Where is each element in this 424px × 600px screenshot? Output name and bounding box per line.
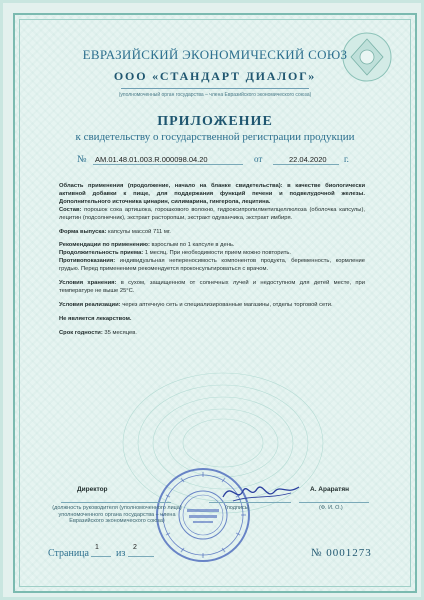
sale-text: через аптечную сеть и специализированные магазины, отделы торговой сети. (120, 301, 333, 308)
duration-label: Продолжительность приема: (59, 250, 144, 257)
name-caption: (Ф. И. О.) (319, 505, 343, 511)
date-underline (273, 164, 339, 165)
storage-text: в сухом, защищенном от солнечных лучей и недоступном для детей месте, при температуре не выше 25°С. (59, 280, 365, 294)
page-label: Страница (48, 548, 89, 559)
organization-underline (121, 88, 309, 89)
date-from-label: от (254, 154, 263, 164)
union-name: ЕВРАЗИЙСКИЙ ЭКОНОМИЧЕСКИЙ СОЮЗ (82, 47, 348, 62)
page-of-label: из (116, 548, 126, 559)
blank-serial-number: № 0001273 (311, 547, 372, 559)
contra-paragraph (59, 258, 365, 274)
signatory-role: Директор (77, 486, 108, 493)
storage-label: Условия хранения: (59, 280, 117, 287)
director-signature-icon (221, 477, 301, 505)
form-label: Форма выпуска: (59, 228, 107, 235)
name-underline (299, 502, 369, 503)
not-medicine-text: Не является лекарством. (59, 315, 132, 322)
signatory-name: А. Араратян (310, 486, 350, 493)
certificate-number: AM.01.48.01.003.R.000098.04.20 (95, 155, 208, 164)
scope-label: Область применения (продолжение, начало на бланке свидетельства): (59, 183, 283, 189)
composition-paragraph (59, 207, 365, 223)
recommend-paragraph (59, 242, 365, 250)
storage-paragraph (59, 280, 365, 296)
signature-underline (209, 502, 291, 503)
shelf-life-paragraph (59, 330, 365, 338)
signature-caption: (подпись) (225, 505, 250, 511)
appendix-body (59, 183, 365, 338)
number-underline (93, 164, 243, 165)
page-total-underline (128, 556, 154, 557)
organization-note: (уполномоченный орган государства – члена Евразийского экономического союза) (118, 92, 312, 98)
form-text: капсулы массой 711 мг. (106, 228, 171, 235)
scope-paragraph (59, 183, 365, 207)
composition-label: Состав: (59, 206, 82, 213)
contra-text: индивидуальная непереносимость компонентов продукта, беременность, кормление грудью. Перед применением рекомендуется проконсультироваться с врачом. (59, 258, 365, 273)
form-paragraph (59, 229, 365, 237)
certificate-date: 22.04.2020 (289, 155, 327, 164)
role-caption: (должность руководителя (уполномоченного лица) уполномоченного органа государства – члена Евразийского экономического союза) (52, 505, 182, 525)
contra-label: Противопоказания: (59, 258, 116, 265)
shelf-label: Срок годности: (59, 329, 103, 336)
year-suffix: г. (344, 154, 349, 164)
number-sign: № (77, 154, 87, 165)
scope-text: в качестве биологически активной добавки к пище, для поддержания функций печени и подвелудочной железы. Дополнительного источника цинарин, силимарина, гингерола, лецитина. (59, 183, 366, 205)
sale-label: Условия реализации: (59, 301, 121, 308)
page-title: ПРИЛОЖЕНИЕ (157, 114, 273, 129)
page-current: 1 (95, 544, 99, 551)
composition-text: порошок сока артишока, горошкового волокно, гидроксипропилметилцеллюлоза (оболочка капсулы), лецитин (подсолнечник), экстракт расторопши, экстракт одуванчика, экстракт имбиря. (59, 206, 365, 221)
page-subtitle: к свидетельству о государственной регистрации продукции (75, 131, 355, 143)
recommend-label: Рекомендации по применению: (59, 242, 150, 249)
not-medicine-paragraph (59, 316, 365, 324)
duration-text: 1 месяц. При необходимости прием можно повторить. (143, 250, 292, 257)
organization-name: ООО «СТАНДАРТ ДИАЛОГ» (113, 69, 317, 83)
shelf-text: 35 месяцев. (102, 329, 137, 336)
page-current-underline (91, 556, 111, 557)
page-total: 2 (133, 544, 137, 551)
role-underline (61, 502, 171, 503)
duration-paragraph (59, 250, 365, 258)
sale-paragraph (59, 302, 365, 310)
recommend-text: взрослым по 1 капсуле в день. (149, 242, 235, 249)
